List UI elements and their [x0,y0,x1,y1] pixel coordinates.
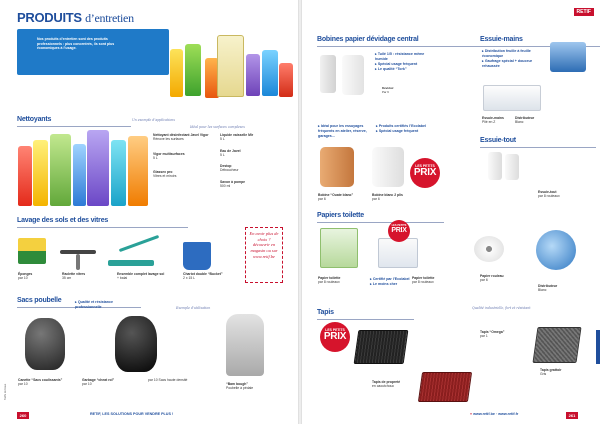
nettoyant-bottle-6 [111,140,126,206]
bag-caption-2 [82,378,136,387]
nettoyant-bottle-1 [18,146,32,206]
caption-text: par 10 [18,276,28,281]
caption-text: par 6 [480,278,488,283]
intro-text: Nos produits d’entretien sont des produits professionnels : plus concentrés, ils sont plus économiques à l’usage. [37,37,115,51]
section-essuie-tout-heading: Essuie-tout [480,137,516,144]
nettoyant-item [220,164,280,173]
roll-white-2 [372,147,404,187]
papier-caption-4 [538,284,586,293]
bucket-caption [183,272,233,281]
squeegee-caption [62,272,100,281]
mat-caption-3 [540,368,586,377]
footer-url: www.retif.be · www.retif.fr [473,412,519,416]
bucket-image [183,242,211,270]
section-sacs-heading: Sacs poubelle [17,297,62,304]
petits-prix-badge-2 [388,220,410,242]
caption-name: “Bam bough” [226,382,249,386]
footer-left: RETIF, LES SOLUTIONS POUR VENDRE PLUS ! [90,412,174,416]
petits-prix-badge-3 [320,322,350,352]
bobines-bullet2: ▸ Idéal pour les essuyages fréquents en atelier, réserve, garages... [318,124,372,139]
roll-white-caption [372,193,420,202]
caption-name: Distributeur [538,284,558,288]
prix-label-1: LES PETITS [415,164,435,168]
kitchen-roll-caption [538,190,578,199]
right-page [302,0,600,424]
caption-name: Tapis grattoir [540,368,562,372]
prix-label-2: PRIX [323,331,347,343]
nettoyant-name: Eau de Javel [220,148,241,153]
nettoyant-text: 500 ml [220,183,231,188]
prix-label-1: LES PETITS [325,328,345,332]
section-nettoyants-heading: Nettoyants [17,116,52,123]
nettoyants-col1 [153,133,211,179]
caption-name: Ensemble complet lavage sol [117,272,165,276]
papier-caption-2 [412,276,460,285]
side-tab [596,330,600,364]
nettoyants-note2: Idéal pour les surfaces complexes [190,125,245,129]
papier-caption-1 [318,276,362,285]
nettoyant-name: Savon à pompe [220,179,246,184]
nettoyant-text: 5 L [220,137,225,142]
mat-caption-1 [372,380,414,389]
nettoyants-note: Un exemple d’applications [132,118,175,122]
section-tapis-heading: Tapis [317,309,334,316]
caption-name: Papier toilette [318,276,341,280]
nettoyant-name: Liquide vaisselle Mir [220,133,254,137]
mat-red [418,372,472,402]
squeegee-handle [76,254,80,270]
caption-name: Canette “Sacs coulissants” [18,378,63,382]
essuie-mains-bullet: ▸ Distribution feuille à feuille économique [482,49,540,59]
bag-black [115,316,157,372]
bobines-bullet2: ▸ Spécial usage fréquent [376,129,430,134]
caption-name: Éponges [18,272,33,276]
mat-black [354,330,409,364]
caption-text: Blanc [538,288,547,293]
nettoyant-text: 5 L [220,152,225,157]
nettoyant-text: Vitres et miroirs [153,174,177,179]
hero-bottle-red [279,63,293,97]
roll-white [342,55,364,95]
nettoyant-bottle-5 [87,130,109,206]
tapis-note: Qualité industrielle, fort et résistant [472,306,531,310]
mat-grey [532,327,581,363]
brand-logo [574,8,594,16]
caption-text: en caoutchouc [372,384,395,389]
essuie-mains-bullet: ▸ Gaufrage spécial + douceur rehaussée [482,59,540,69]
promo-text: En avoir plus de choix ? découvrir en magasin ou sur www.retif.be [249,231,279,259]
spec-title: Dévidoir [382,86,394,90]
caption-text: 2 x 15 L [183,276,196,281]
nettoyant-item [153,133,211,142]
bobines-bullets [375,52,429,71]
nettoyant-bottle-3 [50,134,71,206]
prix-label-2: PRIX [391,227,407,235]
caption-text: par 8 rouleaux [538,194,560,199]
bag-grey [25,318,65,370]
caption-text: Gris [540,372,547,377]
nettoyant-bottle-4 [73,144,86,206]
caption-name: Bobine blanc 2 plis [372,193,403,197]
mop-caption [117,272,175,281]
title-rest: d’entretien [85,11,134,25]
caption-name: Tapis “Omega” [480,330,505,334]
prix-label-2: PRIX [413,167,437,179]
sacs-bullets [75,300,140,310]
left-page [0,0,298,424]
caption-text: par 10 Sacs haute densité [148,378,188,382]
bag-caption-1 [18,378,78,387]
caption-name: Chariot double “Bucket” [183,272,223,276]
intro-banner [17,29,169,75]
caption-text: 35 cm [62,276,72,281]
toilet-pack-image [378,238,418,268]
dispenser-image [320,55,336,93]
towel-caption [482,116,512,125]
bobines-bullet: ▸ Tuilé 1/5 : résistance même humide [375,52,429,62]
caption-name: Essuie-mains [482,116,504,120]
mat-caption-2 [480,330,530,339]
papier-caption-3 [480,274,530,283]
sacs-note: Exemple d’utilisation [176,306,211,310]
nettoyant-item [220,180,280,189]
roll-kraft-caption [318,193,366,202]
caption-name: Bobine “Ouate blanc” [318,193,354,197]
footer-right [470,412,518,419]
spec-text: Par 6 [382,89,389,94]
nettoyant-name: Vigor multisurfaces [153,151,185,156]
mop-image [119,235,159,252]
section-essuie-mains-heading: Essuie-mains [480,36,523,43]
caption-text: Poubelle à pédale [226,386,254,391]
papiers-bullet: ▸ Le moins cher [370,282,424,287]
bin-caption [226,382,282,391]
dispenser-caption [515,116,545,125]
bin-image [226,314,264,376]
footer-arrow-icon: » [470,412,473,416]
hero-bottle-yellow [170,49,183,97]
caption-name: Tapis de propreté [372,380,401,384]
sponge-image [18,238,46,264]
nettoyant-bottle-2 [33,140,48,206]
hero-bottle-blue [262,50,278,96]
caption-text: par 8 rouleaux [318,280,340,285]
nettoyant-item [153,170,211,179]
nettoyant-text: Déboucheur [220,168,239,173]
caption-name: Distributeur [515,116,535,120]
bag-caption-3 [148,378,204,382]
caption-name: Papier toilette [412,276,435,280]
section-bobines-heading: Bobines papier dévidage central [317,36,419,43]
caption-text: Plié en Z [482,120,496,125]
caption-text: + balai [117,276,128,281]
title-bold: PRODUITS [17,10,82,25]
caption-name: Garbage “cheat rol” [82,378,115,382]
hero-bottle-green [185,44,201,96]
roll-kraft [320,147,354,187]
kitchen-roll-1 [488,152,502,180]
jumbo-roll [474,236,504,262]
caption-text: par 1 [480,334,488,339]
papiers-bullet: ▸ Certifié par l’Ecolabel [370,277,424,282]
side-note: Tarifs de base [4,383,7,400]
toilet-dispenser [536,230,576,270]
caption-text: par 6 [372,197,380,202]
hero-bottle-can [217,35,244,97]
caption-text: par 10 [18,382,28,387]
nettoyant-text: Rénove les surfaces [153,137,184,142]
nettoyant-text: 5 L [153,155,158,160]
prix-label-1: LES PETITS [391,224,407,227]
caption-name: Essuie-tout [538,190,557,194]
nettoyant-item [220,133,280,142]
sponge-caption [18,272,54,281]
caption-text: par 10 [82,382,92,387]
page-number-right: 261 [566,412,578,419]
petits-prix-badge-1 [410,158,440,188]
bobines-spec [382,87,430,94]
kitchen-roll-2 [505,154,519,180]
bobines-bullets2 [318,124,430,139]
brand-text: RETIF [576,9,591,15]
hero-bottle-purple [246,54,260,96]
eco-pack-image [320,228,358,268]
nettoyant-name: Nettoyant désinfectant Javel Vigor [153,133,209,137]
bobines-bullet: ▸ Spécial usage fréquent [375,62,429,67]
caption-name: Papier rouleau [480,274,504,278]
caption-name: Raclette vitres [62,272,86,276]
caption-text: par 8 rouleaux [412,280,434,285]
section-lavage-heading: Lavage des sols et des vitres [17,217,109,224]
towel-pack [483,85,541,111]
essuie-mains-bullets [482,49,540,68]
caption-text: Blanc [515,120,524,125]
section-papiers-heading: Papiers toilette [317,212,364,219]
bobines-bullet2: ▸ Produits certifiés l’Ecolabel [376,124,430,129]
mop-head [108,260,154,266]
nettoyant-name: Destop [220,164,232,168]
sacs-bullet: ▸ Qualité et résistance professionnelle [75,300,140,310]
page-number-left: 260 [17,412,29,419]
nettoyant-item [220,149,280,158]
towel-dispenser [550,42,586,72]
nettoyant-bottle-7 [128,136,148,206]
bobines-bullet: ▸ Le qualité “Tork” [375,67,429,72]
page-title [17,10,134,26]
nettoyant-name: Glassex pro [153,170,173,174]
promo-box[interactable] [245,227,283,283]
caption-text: par 6 [318,197,326,202]
nettoyant-item [153,152,211,161]
nettoyants-col2 [220,133,280,188]
